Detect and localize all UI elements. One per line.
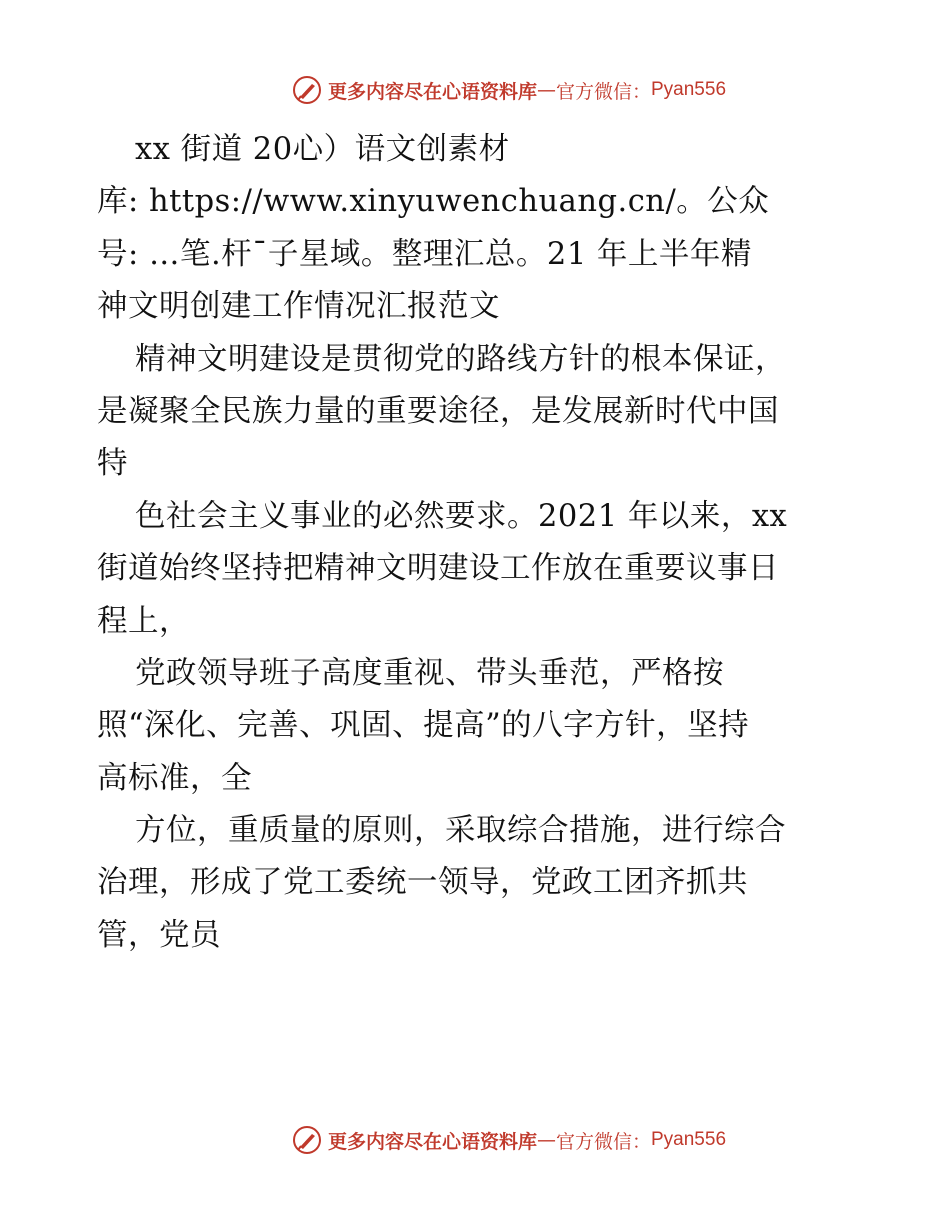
text-line: 程上， (97, 603, 190, 639)
watermark-account: Pyan556 (651, 1129, 727, 1150)
text-line: 是凝聚全民族力量的重要途径，是发展新时代中国 (97, 393, 779, 429)
header-watermark (0, 70, 950, 110)
watermark-separator: — (536, 79, 556, 101)
watermark-label: 官方微信： (555, 1130, 651, 1153)
watermark-site-name: 更多内容尽在心语资料库 (327, 80, 537, 103)
text-line: 方位，重质量的原则，采取综合措施，进行综合 (135, 813, 786, 849)
quill-pen-icon (292, 75, 322, 105)
text-line: 精神文明建设是贯彻党的路线方针的根本保证， (135, 341, 786, 377)
text-line: 管，党员 (97, 917, 221, 953)
text-line: 党政领导班子高度重视、带头垂范，严格按 (135, 655, 724, 691)
text-line: 库: https://www.xinyuwenchuang.cn/。公众 (97, 184, 770, 220)
text-line: 色社会主义事业的必然要求。2021 年以来，xx (135, 498, 788, 534)
watermark-separator: — (536, 1129, 556, 1151)
quill-pen-icon (292, 1125, 322, 1155)
watermark-account: Pyan556 (651, 79, 727, 100)
document-body (97, 124, 867, 962)
text-line: 号: …笔.杆¯子星域。整理汇总。21 年上半年精 (97, 236, 752, 272)
text-line: xx 街道 20心）语文创素材 (135, 132, 510, 167)
text-line: 街道始终坚持把精神文明建设工作放在重要议事日 (97, 551, 779, 587)
text-line: 治理，形成了党工委统一领导，党政工团齐抓共 (97, 865, 748, 901)
text-line: 特 (97, 446, 128, 482)
watermark-site-name: 更多内容尽在心语资料库 (327, 1130, 537, 1153)
watermark-label: 官方微信： (555, 80, 651, 103)
text-line: 照“深化、完善、巩固、提高”的八字方针，坚持 (97, 708, 750, 744)
footer-watermark (0, 1120, 950, 1160)
text-line: 高标准，全 (97, 760, 252, 796)
text-line: 神文明创建工作情况汇报范文 (97, 289, 500, 325)
